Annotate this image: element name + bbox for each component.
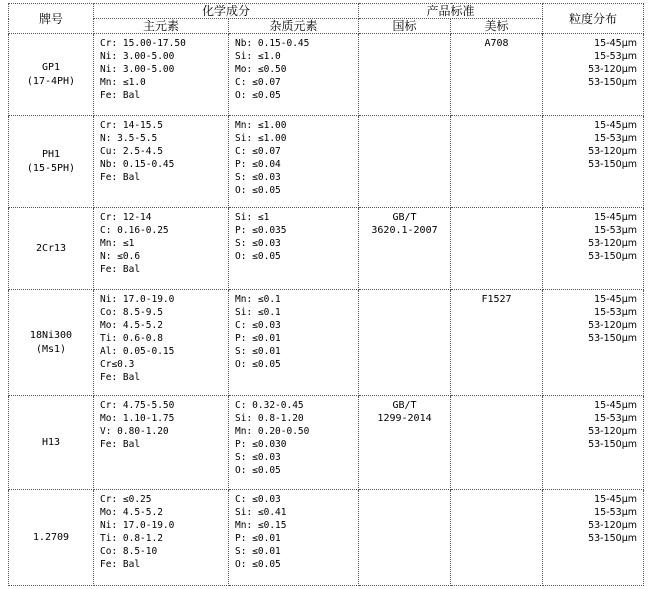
main-element-line: Ni: 17.0-19.0 (100, 294, 175, 305)
grade-cell (9, 34, 94, 116)
impurity-element-line: Nb: 0.15-0.45 (235, 38, 310, 49)
us-standard-cell (451, 396, 543, 490)
table-body (9, 34, 644, 586)
particle-size-line: 53-150μm (588, 159, 638, 170)
main-element-line: Cr: 4.75-5.50 (100, 400, 175, 411)
impurity-element-line: O: ≤0.05 (235, 90, 281, 101)
header-chemical-composition: 化学成分 (94, 4, 359, 19)
particle-size-line: 53-120μm (588, 64, 638, 75)
table-row (9, 34, 644, 116)
impurity-element-line: O: ≤0.05 (235, 559, 281, 570)
main-element-line: C: 0.16-0.25 (100, 225, 169, 236)
main-element-line: V: 0.80-1.20 (100, 426, 169, 437)
main-element-line: N: 3.5-5.5 (100, 133, 158, 144)
impurity-element-line: Si: 0.8-1.20 (235, 413, 304, 424)
particle-size-line: 15-45μm (594, 120, 638, 131)
main-elements-cell (94, 290, 229, 396)
main-elements-cell (94, 208, 229, 290)
grade-cell (9, 208, 94, 290)
powder-spec-table (8, 3, 644, 586)
particle-size-line: 53-150μm (588, 333, 638, 344)
particle-size-line: 53-120μm (588, 238, 638, 249)
impurity-element-line: C: ≤0.03 (235, 320, 281, 331)
particle-size-line: 15-53μm (594, 225, 638, 236)
main-elements-cell (94, 396, 229, 490)
gb-standard-line: 1299-2014 (377, 413, 432, 424)
header-grade: 牌号 (9, 4, 94, 34)
particle-size-cell (543, 208, 644, 290)
main-element-line: Co: 8.5-9.5 (100, 307, 163, 318)
impurity-element-line: O: ≤0.05 (235, 251, 281, 262)
gb-standard-line: GB/T (392, 400, 417, 411)
table-row (9, 290, 644, 396)
grade-cell (9, 490, 94, 586)
grade-line: (Ms1) (35, 343, 67, 355)
main-element-line: Nb: 0.15-0.45 (100, 159, 175, 170)
main-element-line: Cr≤0.3 (100, 359, 135, 370)
grade-line: (15-5PH) (26, 162, 76, 174)
header-product-standard: 产品标准 (359, 4, 543, 19)
table-row (9, 116, 644, 208)
gb-standard-cell (359, 116, 451, 208)
particle-size-line: 15-45μm (594, 38, 638, 49)
particle-size-cell (543, 116, 644, 208)
particle-size-line: 15-45μm (594, 400, 638, 411)
main-element-line: Fe: Bal (100, 372, 141, 383)
gb-standard-cell (359, 490, 451, 586)
header-particle-size: 粒度分布 (543, 4, 644, 34)
particle-size-cell (543, 396, 644, 490)
impurity-element-line: Si: ≤1.00 (235, 133, 287, 144)
particle-size-line: 15-53μm (594, 507, 638, 518)
grade-line: 1.2709 (32, 531, 70, 543)
header-impurity-elements: 杂质元素 (229, 19, 359, 34)
main-element-line: Fe: Bal (100, 439, 141, 450)
main-element-line: Co: 8.5-10 (100, 546, 158, 557)
main-element-line: Mn: ≤1 (100, 238, 135, 249)
main-element-line: Cr: 14-15.5 (100, 120, 163, 131)
gb-standard-line: 3620.1-2007 (371, 225, 438, 236)
impurity-element-line: C: ≤0.07 (235, 77, 281, 88)
impurity-element-line: Mn: ≤0.15 (235, 520, 287, 531)
particle-size-line: 53-120μm (588, 146, 638, 157)
impurity-element-line: S: ≤0.01 (235, 346, 281, 357)
table-row (9, 490, 644, 586)
impurity-element-line: P: ≤0.01 (235, 333, 281, 344)
main-element-line: Ni: 3.00-5.00 (100, 51, 175, 62)
gb-standard-cell (359, 208, 451, 290)
impurity-element-line: C: 0.32-0.45 (235, 400, 304, 411)
grade-line: H13 (41, 436, 61, 448)
main-elements-cell (94, 490, 229, 586)
particle-size-line: 53-150μm (588, 439, 638, 450)
main-element-line: Ti: 0.8-1.2 (100, 533, 163, 544)
main-element-line: Mn: ≤1.0 (100, 77, 146, 88)
us-standard-cell (451, 490, 543, 586)
impurity-element-line: Mo: ≤0.50 (235, 64, 287, 75)
particle-size-line: 53-150μm (588, 533, 638, 544)
impurity-element-line: C: ≤0.03 (235, 494, 281, 505)
impurity-element-line: P: ≤0.01 (235, 533, 281, 544)
impurity-elements-cell (229, 34, 359, 116)
header-gb-standard: 国标 (359, 19, 451, 34)
particle-size-line: 15-45μm (594, 294, 638, 305)
main-element-line: Cr: 12-14 (100, 212, 152, 223)
table-row (9, 208, 644, 290)
main-element-line: Cr: 15.00-17.50 (100, 38, 186, 49)
particle-size-cell (543, 290, 644, 396)
impurity-element-line: C: ≤0.07 (235, 146, 281, 157)
particle-size-line: 53-120μm (588, 426, 638, 437)
main-element-line: Mo: 4.5-5.2 (100, 507, 163, 518)
impurity-elements-cell (229, 116, 359, 208)
main-element-line: Fe: Bal (100, 172, 141, 183)
gb-standard-cell (359, 290, 451, 396)
particle-size-line: 53-120μm (588, 520, 638, 531)
particle-size-line: 15-45μm (594, 494, 638, 505)
main-elements-cell (94, 116, 229, 208)
main-element-line: Fe: Bal (100, 90, 141, 101)
impurity-element-line: Si: ≤0.41 (235, 507, 287, 518)
impurity-element-line: S: ≤0.03 (235, 238, 281, 249)
grade-cell (9, 290, 94, 396)
us-standard-cell (451, 116, 543, 208)
impurity-element-line: Si: ≤0.1 (235, 307, 281, 318)
impurity-element-line: S: ≤0.03 (235, 172, 281, 183)
impurity-element-line: P: ≤0.04 (235, 159, 281, 170)
main-element-line: Fe: Bal (100, 264, 141, 275)
main-element-line: Cr: ≤0.25 (100, 494, 152, 505)
particle-size-line: 53-150μm (588, 77, 638, 88)
header-main-elements: 主元素 (94, 19, 229, 34)
us-standard-cell: F1527 (451, 290, 543, 396)
gb-standard-line: GB/T (392, 212, 417, 223)
gb-standard-cell (359, 34, 451, 116)
particle-size-line: 53-150μm (588, 251, 638, 262)
gb-standard-cell (359, 396, 451, 490)
grade-line: 2Cr13 (35, 242, 67, 254)
main-element-line: Al: 0.05-0.15 (100, 346, 175, 357)
us-standard-cell: A708 (451, 34, 543, 116)
particle-size-cell (543, 34, 644, 116)
main-elements-cell (94, 34, 229, 116)
impurity-element-line: O: ≤0.05 (235, 359, 281, 370)
particle-size-line: 15-53μm (594, 51, 638, 62)
grade-cell (9, 116, 94, 208)
impurity-element-line: P: ≤0.035 (235, 225, 287, 236)
main-element-line: Ni: 3.00-5.00 (100, 64, 175, 75)
grade-cell (9, 396, 94, 490)
particle-size-line: 15-53μm (594, 307, 638, 318)
impurity-element-line: Si: ≤1 (235, 212, 270, 223)
impurity-elements-cell (229, 490, 359, 586)
grade-line: GP1 (41, 61, 61, 73)
us-standard-cell (451, 208, 543, 290)
particle-size-cell (543, 490, 644, 586)
main-element-line: Ni: 17.0-19.0 (100, 520, 175, 531)
impurity-element-line: P: ≤0.030 (235, 439, 287, 450)
main-element-line: Mo: 1.10-1.75 (100, 413, 175, 424)
impurity-element-line: O: ≤0.05 (235, 465, 281, 476)
impurity-element-line: Mn: ≤0.1 (235, 294, 281, 305)
grade-line: PH1 (41, 148, 61, 160)
particle-size-line: 15-53μm (594, 133, 638, 144)
impurity-elements-cell (229, 208, 359, 290)
main-element-line: N: ≤0.6 (100, 251, 141, 262)
particle-size-line: 15-53μm (594, 413, 638, 424)
particle-size-line: 53-120μm (588, 320, 638, 331)
impurity-element-line: S: ≤0.01 (235, 546, 281, 557)
impurity-element-line: Si: ≤1.0 (235, 51, 281, 62)
main-element-line: Cu: 2.5-4.5 (100, 146, 163, 157)
impurity-element-line: Mn: ≤1.00 (235, 120, 287, 131)
header-us-standard: 美标 (451, 19, 543, 34)
main-element-line: Ti: 0.6-0.8 (100, 333, 163, 344)
main-element-line: Mo: 4.5-5.2 (100, 320, 163, 331)
impurity-element-line: S: ≤0.03 (235, 452, 281, 463)
impurity-element-line: O: ≤0.05 (235, 185, 281, 196)
impurity-element-line: Mn: 0.20-0.50 (235, 426, 310, 437)
particle-size-line: 15-45μm (594, 212, 638, 223)
grade-line: (17-4PH) (26, 75, 76, 87)
impurity-elements-cell (229, 290, 359, 396)
table-row (9, 396, 644, 490)
main-element-line: Fe: Bal (100, 559, 141, 570)
grade-line: 18Ni300 (29, 329, 73, 341)
impurity-elements-cell (229, 396, 359, 490)
